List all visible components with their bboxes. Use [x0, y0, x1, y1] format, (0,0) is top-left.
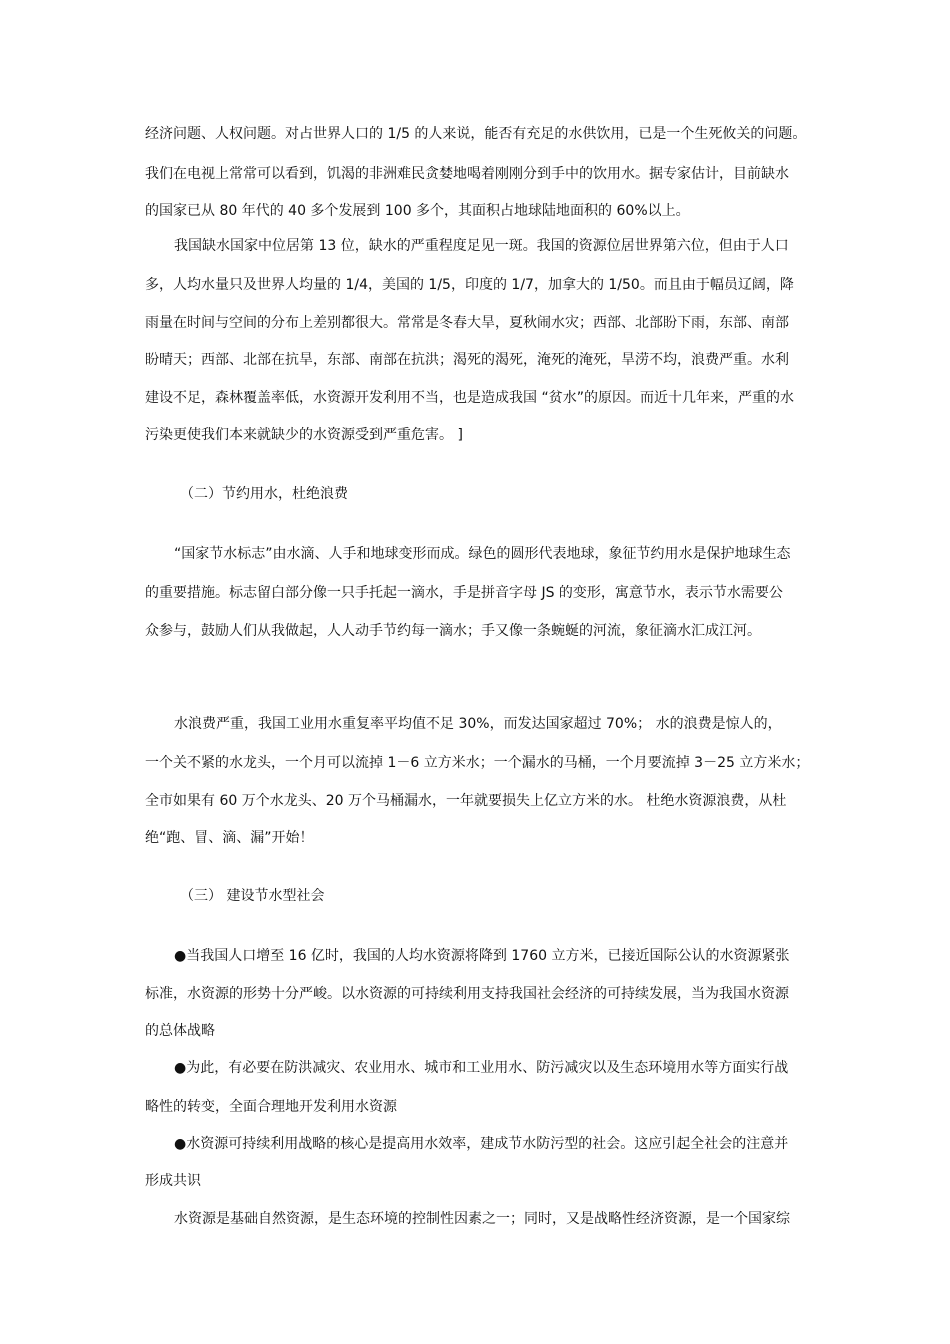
- bullet-line: 的总体战略: [145, 1023, 215, 1039]
- bullet-line: ●为此，有必要在防洪减灾、农业用水、城市和工业用水、防污减灾以及生态环境用水等方面实行战: [174, 1060, 789, 1076]
- paragraph-line: 水资源是基础自然资源，是生态环境的控制性因素之一；同时，又是战略性经济资源，是一个国家综: [174, 1211, 790, 1227]
- paragraph-line: 众参与，鼓励人们从我做起，人人动手节约每一滴水；手又像一条蜿蜒的河流，象征滴水汇成江河。: [145, 623, 761, 639]
- paragraph-line: 的重要措施。标志留白部分像一只手托起一滴水，手是拼音字母 JS 的变形，寓意节水，表示节水需要公: [145, 585, 783, 601]
- paragraph-line: 经济问题、人权问题。对占世界人口的 1/5 的人来说，能否有充足的水供饮用，已是一个生死攸关的问题。: [145, 126, 807, 142]
- bullet-line: 形成共识: [145, 1173, 201, 1189]
- paragraph-line: “国家节水标志”由水滴、人手和地球变形而成。绿色的圆形代表地球，象征节约用水是保护地球生态: [174, 546, 791, 562]
- paragraph-line: 我国缺水国家中位居第 13 位，缺水的严重程度足见一斑。我国的资源位居世界第六位，但由于人口: [174, 238, 789, 254]
- bullet-line: 略性的转变，全面合理地开发利用水资源: [145, 1099, 397, 1115]
- bullet-line: 标准，水资源的形势十分严峻。以水资源的可持续利用支持我国社会经济的可持续发展，当为我国水资源: [145, 986, 789, 1002]
- paragraph-line: 的国家已从 80 年代的 40 多个发展到 100 多个，其面积占地球陆地面积的 60%以上。: [145, 203, 690, 219]
- paragraph-line: 建设不足，森林覆盖率低，水资源开发利用不当，也是造成我国 “贫水”的原因。而近十几年来，严重的水: [145, 390, 794, 406]
- paragraph-line: 多，人均水量只及世界人均量的 1/4，美国的 1/5，印度的 1/7，加拿大的 1/50。而且由于幅员辽阔，降: [145, 277, 794, 293]
- paragraph-line: 污染更使我们本来就缺少的水资源受到严重危害。 ]: [145, 427, 463, 443]
- paragraph-line: 盼晴天；西部、北部在抗旱，东部、南部在抗洪；渴死的渴死，淹死的淹死，旱涝不均，浪费严重。水利: [145, 352, 789, 368]
- paragraph-line: 全市如果有 60 万个水龙头、20 万个马桶漏水，一年就要损失上亿立方米的水。 杜绝水资源浪费，从杜: [145, 793, 787, 809]
- paragraph-line: 一个关不紧的水龙头，一个月可以流掉 1－6 立方米水；一个漏水的马桶，一个月要流掉 3－25 立方米水；: [145, 755, 810, 771]
- bullet-line: ●当我国人口增至 16 亿时，我国的人均水资源将降到 1760 立方米，已接近国际公认的水资源紧张: [174, 948, 790, 964]
- bullet-line: ●水资源可持续利用战略的核心是提高用水效率，建成节水防污型的社会。这应引起全社会的注意并: [174, 1136, 789, 1152]
- paragraph-line: 我们在电视上常常可以看到，饥渴的非洲难民贪婪地喝着刚刚分到手中的饮用水。据专家估计，目前缺水: [145, 166, 789, 182]
- section-heading-3: （三） 建设节水型社会: [180, 888, 325, 904]
- paragraph-line: 水浪费严重，我国工业用水重复率平均值不足 30%，而发达国家超过 70%； 水的浪费是惊人的，: [174, 716, 782, 732]
- section-heading-2: （二）节约用水，杜绝浪费: [180, 486, 348, 502]
- paragraph-line: 绝“跑、冒、滴、漏”开始！: [145, 830, 314, 846]
- paragraph-line: 雨量在时间与空间的分布上差别都很大。常常是冬春大旱，夏秋闹水灾；西部、北部盼下雨，东部、南部: [145, 315, 789, 331]
